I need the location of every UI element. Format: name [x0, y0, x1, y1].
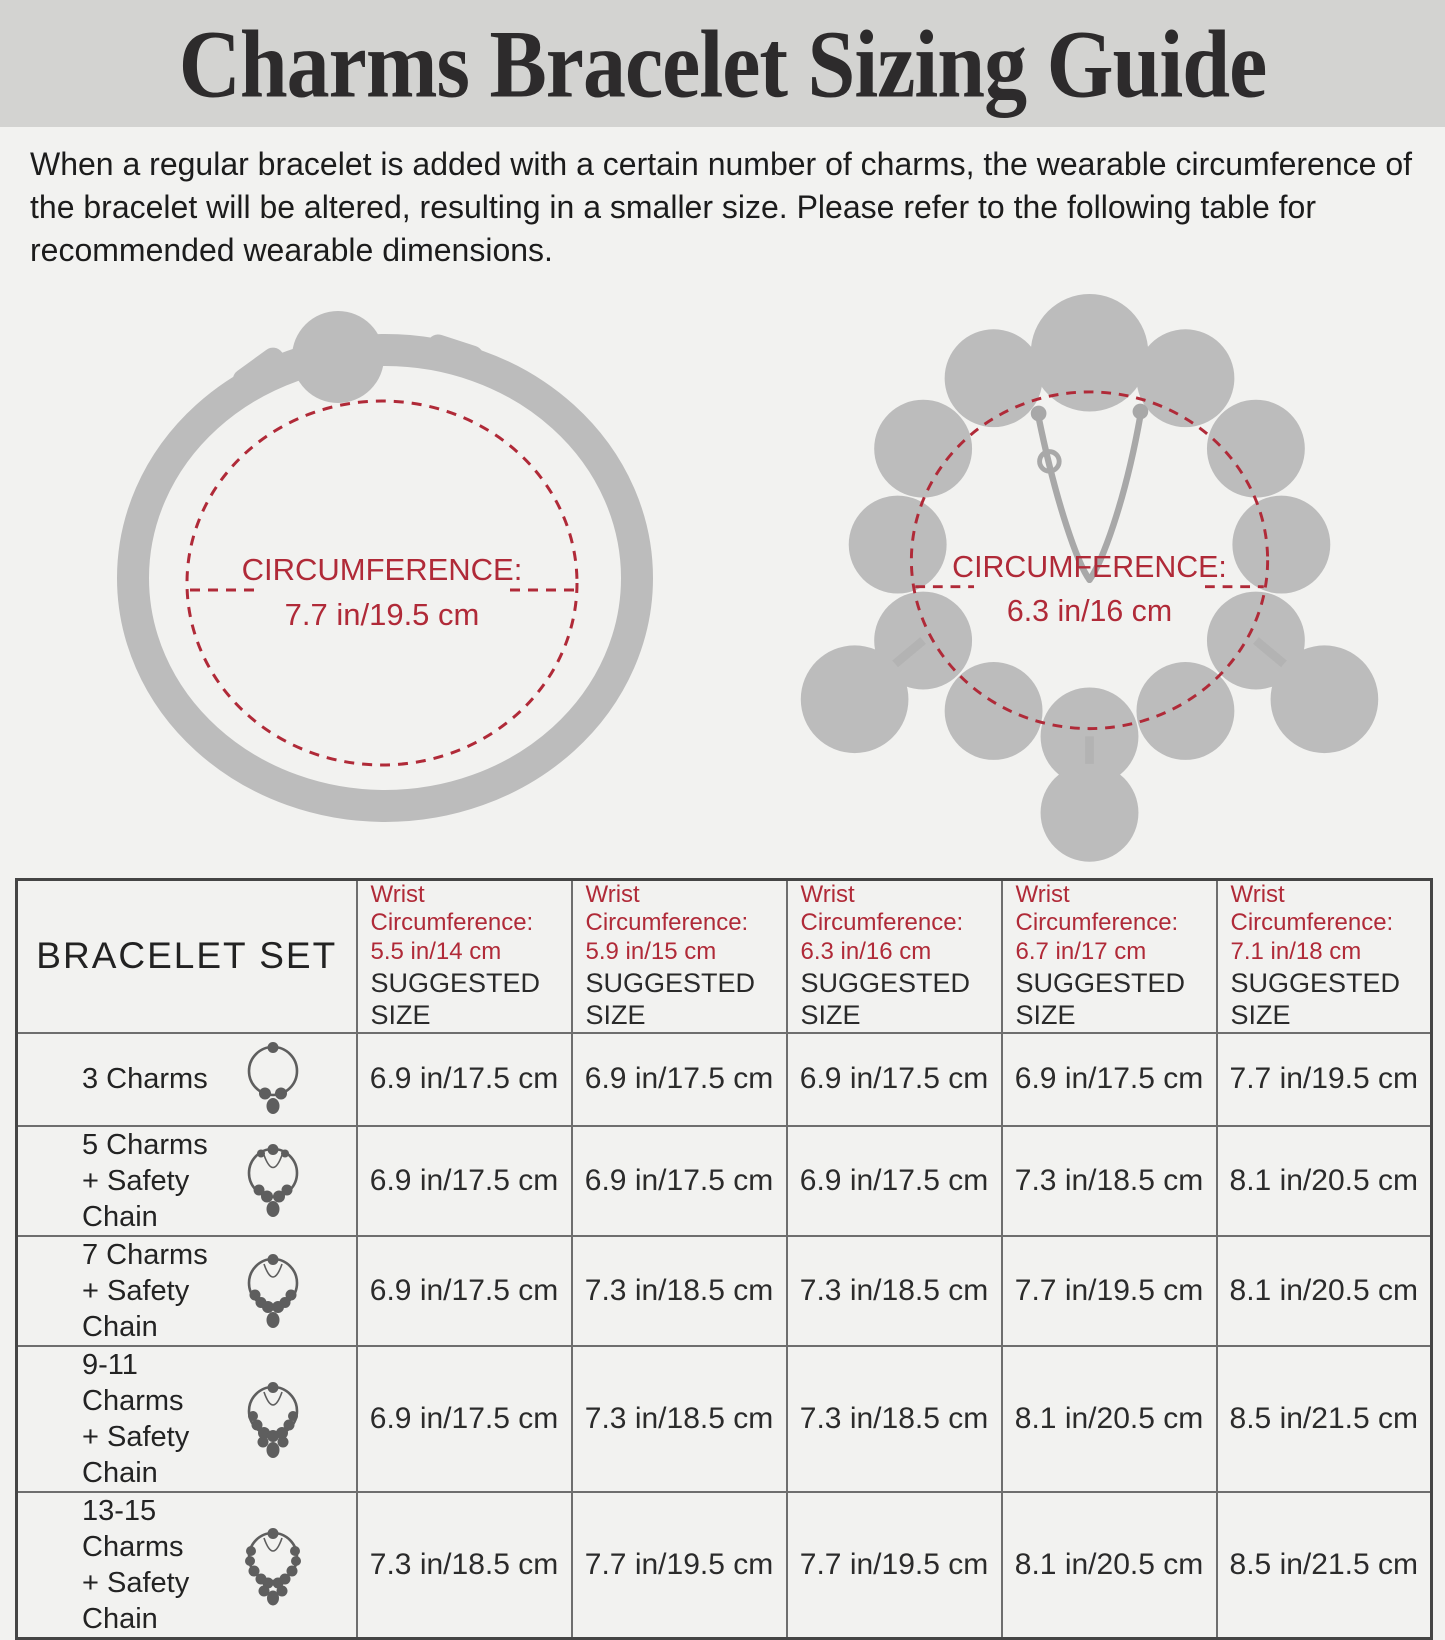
size-cell: 6.9 in/17.5 cm: [1002, 1033, 1217, 1126]
bracelet-set-header: BRACELET SET: [17, 880, 357, 1033]
wrist-circumference-label: Wrist Circumference:: [1230, 881, 1394, 937]
size-cell: 6.9 in/17.5 cm: [572, 1126, 787, 1236]
page-title: Charms Bracelet Sizing Guide: [178, 9, 1267, 118]
bracelet-3-charms-icon: [234, 1038, 312, 1120]
size-cell: 6.9 in/17.5 cm: [787, 1033, 1002, 1126]
column-header-wrist-2: [572, 880, 787, 1033]
row-label: 13-15 Charms: [82, 1494, 184, 1563]
size-cell: 7.3 in/18.5 cm: [1002, 1126, 1217, 1236]
wrist-size: 6.3 in/16 cm: [800, 937, 932, 965]
bracelet-set-cell: [17, 1492, 357, 1639]
chain-anchor: [1031, 406, 1047, 422]
circumference-value: 7.7 in/19.5 cm: [284, 597, 480, 632]
row-label: 5 Charms: [82, 1128, 208, 1161]
suggested-size-label: SUGGESTED SIZE: [800, 967, 971, 1030]
intro-paragraph: When a regular bracelet is added with a certain number of charms, the wearable circumference of the bracelet will be altered, resulting in a smaller size. Please refer to the following table for recommended wearable dimensions.: [30, 146, 1413, 268]
circumference-value: 6.3 in/16 cm: [1006, 594, 1173, 628]
size-cell: 6.9 in/17.5 cm: [357, 1346, 572, 1492]
wrist-circumference-label: Wrist Circumference:: [1015, 881, 1179, 937]
bracelet-9-11-charms-safety-chain-icon: [234, 1378, 312, 1460]
wrist-size: 5.9 in/15 cm: [585, 937, 717, 965]
row-label: 7 Charms: [82, 1238, 208, 1271]
sizing-table: [15, 878, 1433, 1640]
size-cell: 8.5 in/21.5 cm: [1217, 1346, 1432, 1492]
column-header-wrist-5: [1217, 880, 1432, 1033]
bracelet-set-cell: [17, 1033, 357, 1126]
bracelet-set-cell: [17, 1236, 357, 1346]
row-label-2: + Safety Chain: [82, 1274, 190, 1343]
wrist-size: 5.5 in/14 cm: [370, 937, 502, 965]
size-cell: 7.3 in/18.5 cm: [357, 1492, 572, 1639]
size-cell: 8.1 in/20.5 cm: [1217, 1126, 1432, 1236]
row-label-2: + Safety Chain: [82, 1164, 190, 1233]
bracelet-set-cell: [17, 1346, 357, 1492]
header-row: [17, 880, 1432, 1033]
size-cell: 7.7 in/19.5 cm: [1217, 1033, 1432, 1126]
charm-bracelet-illustration: [745, 278, 1435, 866]
row-label: 3 Charms: [82, 1063, 208, 1096]
column-header-wrist-1: [357, 880, 572, 1033]
table-row: [17, 1492, 1432, 1639]
size-cell: 7.3 in/18.5 cm: [572, 1236, 787, 1346]
size-cell: 6.9 in/17.5 cm: [572, 1033, 787, 1126]
charm-beads: [849, 294, 1331, 785]
suggested-size-label: SUGGESTED SIZE: [585, 967, 756, 1030]
bracelet-7-charms-safety-chain-icon: [234, 1250, 312, 1332]
size-cell: 7.7 in/19.5 cm: [1002, 1236, 1217, 1346]
size-cell: 6.9 in/17.5 cm: [787, 1126, 1002, 1236]
size-cell: 6.9 in/17.5 cm: [357, 1236, 572, 1346]
size-cell: 8.1 in/20.5 cm: [1002, 1492, 1217, 1639]
size-cell: 7.7 in/19.5 cm: [572, 1492, 787, 1639]
table-row: [17, 1236, 1432, 1346]
table-row: [17, 1033, 1432, 1126]
size-cell: 7.7 in/19.5 cm: [787, 1492, 1002, 1639]
bracelet-5-charms-safety-chain-icon: [234, 1140, 312, 1222]
size-cell: 7.3 in/18.5 cm: [787, 1236, 1002, 1346]
diagram-section: [0, 278, 1445, 866]
row-label: 9-11 Charms: [82, 1348, 184, 1417]
wrist-size: 7.1 in/18 cm: [1230, 937, 1362, 965]
circumference-label: CIRCUMFERENCE:: [952, 550, 1227, 584]
suggested-size-label: SUGGESTED SIZE: [370, 967, 541, 1030]
circumference-label: CIRCUMFERENCE:: [241, 552, 523, 587]
table-row: [17, 1346, 1432, 1492]
size-cell: 7.3 in/18.5 cm: [572, 1346, 787, 1492]
chain-anchor: [1133, 404, 1149, 420]
column-header-wrist-4: [1002, 880, 1217, 1033]
wrist-circumference-label: Wrist Circumference:: [370, 881, 534, 937]
suggested-size-label: SUGGESTED SIZE: [1015, 967, 1186, 1030]
suggested-size-label: SUGGESTED SIZE: [1230, 967, 1401, 1030]
row-label-2: + Safety Chain: [82, 1420, 190, 1489]
size-cell: 6.9 in/17.5 cm: [357, 1033, 572, 1126]
bracelet-clasp: [292, 311, 384, 403]
row-label-2: + Safety Chain: [82, 1566, 190, 1635]
wrist-circumference-label: Wrist Circumference:: [585, 881, 749, 937]
wrist-size: 6.7 in/17 cm: [1015, 937, 1147, 965]
wrist-circumference-label: Wrist Circumference:: [800, 881, 964, 937]
bracelet-set-cell: [17, 1126, 357, 1236]
size-cell: 8.1 in/20.5 cm: [1217, 1236, 1432, 1346]
plain-bracelet-illustration: [30, 278, 710, 853]
size-cell: 8.5 in/21.5 cm: [1217, 1492, 1432, 1639]
bracelet-13-15-charms-safety-chain-icon: [234, 1524, 312, 1606]
size-cell: 8.1 in/20.5 cm: [1002, 1346, 1217, 1492]
size-cell: 7.3 in/18.5 cm: [787, 1346, 1002, 1492]
table-row: [17, 1126, 1432, 1236]
size-cell: 6.9 in/17.5 cm: [357, 1126, 572, 1236]
title-banner: [0, 0, 1445, 127]
column-header-wrist-3: [787, 880, 1002, 1033]
